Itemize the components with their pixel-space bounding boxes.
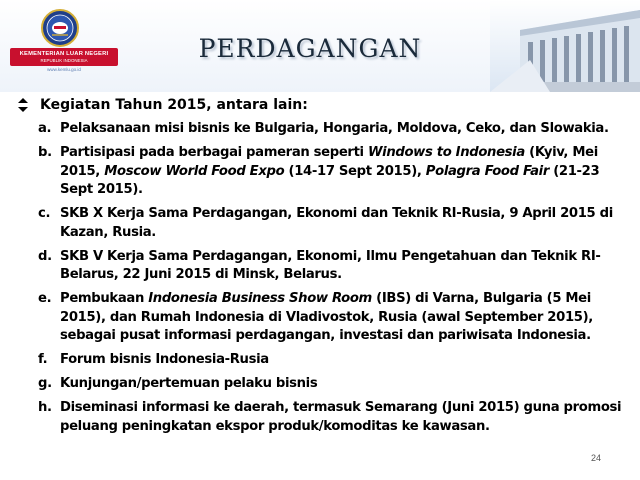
italic-name: Indonesia Business Show Room	[148, 291, 372, 306]
intro-text: Kegiatan Tahun 2015, antara lain:	[40, 97, 308, 113]
list-item-letter: b.	[38, 145, 52, 160]
italic-name: Windows to Indonesia	[367, 145, 525, 160]
list-item-letter: e.	[38, 291, 52, 306]
list-item	[38, 351, 628, 370]
text-segment: Diseminasi informasi ke daerah, termasuk Semarang (Juni 2015) guna promosi peluang peningkatan ekspor produk/komoditas ke kawasan.	[60, 400, 622, 434]
activity-list	[38, 120, 628, 442]
text-segment: Kunjungan/pertemuan pelaku bisnis	[60, 376, 318, 391]
list-item	[38, 205, 628, 242]
list-item-text	[60, 121, 609, 136]
text-segment: Pelaksanaan misi bisnis ke Bulgaria, Hongaria, Moldova, Ceko, dan Slowakia.	[60, 121, 609, 136]
ministry-building-icon	[490, 0, 640, 92]
ministry-name-box	[10, 48, 118, 66]
italic-name: Moscow World Food Expo	[104, 163, 285, 179]
list-item-text	[60, 249, 601, 283]
text-segment: Pembukaan	[60, 291, 149, 306]
list-item-letter: h.	[38, 400, 52, 415]
list-item	[38, 120, 628, 139]
text-segment: (Kyiv, Mei 2015,	[60, 145, 598, 179]
page-number: 24	[591, 453, 602, 463]
list-item-text	[60, 376, 317, 391]
list-item-letter: c.	[38, 206, 51, 221]
list-item-text	[60, 352, 269, 367]
list-item-letter: d.	[38, 248, 52, 264]
list-item-letter: f.	[38, 352, 48, 367]
ministry-name: KEMENTERIAN LUAR NEGERI	[19, 50, 109, 57]
list-item	[38, 290, 628, 346]
slide-header	[0, 0, 640, 92]
slide-title: PERDAGANGAN	[198, 34, 422, 63]
ministry-country: REPUBLIK INDONESIA	[40, 57, 88, 63]
text-segment: (14-17 Sept 2015),	[284, 163, 426, 179]
italic-name: Polagra Food Fair	[425, 163, 549, 179]
list-item-letter: a.	[38, 121, 52, 136]
list-item-letter: g.	[38, 376, 52, 391]
list-item	[38, 375, 628, 394]
list-item-text	[60, 400, 621, 434]
text-segment: Forum bisnis Indonesia-Rusia	[60, 352, 269, 367]
text-segment: (21-23 Sept 2015).	[60, 163, 600, 197]
list-item-text	[60, 206, 613, 240]
text-segment: (IBS) di Varna, Bulgaria (5 Mei 2015), dan Rumah Indonesia di Vladivostok, Rusia (awal September 2015), sebagai pusat informasi perdagangan, investasi dan pariwisata Indonesia.	[60, 291, 593, 343]
ministry-logo	[10, 8, 120, 72]
list-item	[38, 248, 628, 285]
list-item-text	[60, 291, 593, 343]
list-item	[38, 399, 628, 436]
list-item-text	[60, 145, 599, 197]
ministry-seal-icon	[40, 8, 80, 48]
up-down-arrow-bullet-icon	[18, 98, 28, 112]
ministry-website: www.kemlu.go.id	[47, 67, 81, 72]
text-segment: SKB X Kerja Sama Perdagangan, Ekonomi dan Teknik RI-Rusia, 9 April 2015 di Kazan, Rusia.	[60, 206, 613, 240]
text-segment: Partisipasi pada berbagai pameran seperti	[60, 145, 368, 160]
list-item	[38, 144, 628, 200]
text-segment: SKB V Kerja Sama Perdagangan, Ekonomi, Ilmu Pengetahuan dan Teknik RI-Belarus, 22 Juni 2015 di Minsk, Belarus.	[60, 248, 601, 282]
